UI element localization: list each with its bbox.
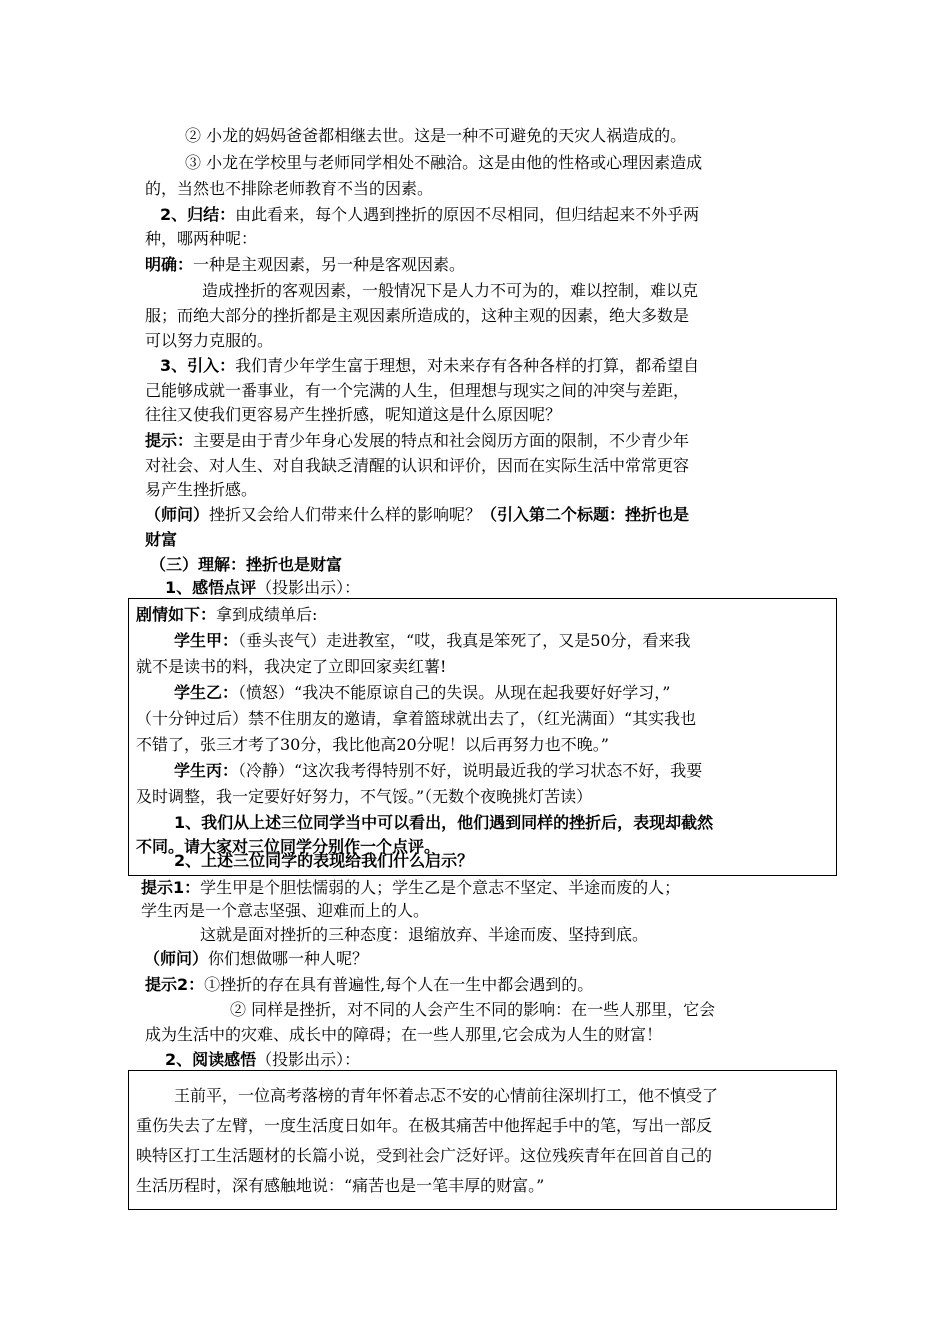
hint-line [145, 430, 689, 452]
student-c-label: 学生丙： [174, 761, 239, 780]
reading-line: 生活历程时，深有感触地说：“痛苦也是一笔丰厚的财富。” [136, 1176, 545, 1195]
plot-label: 剧情如下： [136, 605, 217, 624]
text-line: 己能够成就一番事业，有一个完满的人生，但理想与现实之间的冲突与差距， [145, 381, 690, 400]
clarify-line [145, 254, 465, 276]
intro-text: 我们青少年学生富于理想，对未来存有各种各样的打算，都希望自 [235, 356, 700, 375]
hint-1-label: 提示1： [141, 878, 201, 897]
subsection-heading-2 [165, 1049, 360, 1071]
text-line: 造成挫折的客观因素，一般情况下是人力不可为的，难以控制，难以克 [202, 281, 699, 300]
text-line: ② 小龙的妈妈爸爸都相继去世。这是一种不可避免的天灾人祸造成的。 [185, 126, 687, 145]
plot-text: 拿到成绩单后: [216, 605, 318, 624]
summary-line [160, 204, 699, 226]
student-b-label: 学生乙： [174, 683, 239, 702]
attitudes-line: 这就是面对挫折的三种态度：退缩放弃、半途而废、坚持到底。 [200, 925, 649, 944]
intro-label: 3、引入： [160, 356, 236, 375]
subsection-2-note: （投影出示）： [256, 1050, 361, 1069]
text-line: 及时调整，我一定要好好努力，不气馁。”（无数个夜晚挑灯苦读） [136, 787, 593, 806]
teacher-ask-2-label: （师问） [144, 949, 209, 968]
text-line: 学生丙是一个意志坚强、迎难而上的人。 [141, 901, 430, 920]
text-line: （十分钟过后）禁不住朋友的邀请，拿着篮球就出去了，（红光满面）“其实我也 [136, 709, 697, 728]
text-line: 服；而绝大部分的挫折都是主观因素所造成的，这种主观的因素，绝大多数是 [145, 306, 690, 325]
text-line: 就不是读书的料，我决定了立即回家卖红薯! [136, 657, 447, 676]
student-c-line [174, 760, 702, 782]
subsection-note: （投影出示）： [256, 578, 361, 597]
text-line: 种，哪两种呢： [145, 229, 258, 248]
reading-line: 映特区打工生活题材的长篇小说，受到社会广泛好评。这位残疾青年在回首自己的 [136, 1146, 713, 1165]
plot-line [136, 604, 317, 626]
text-line: 的，当然也不排除老师教育不当的因素。 [145, 179, 434, 198]
summary-label: 2、归结： [160, 205, 236, 224]
question-1-cont: 不同。请大家对三位同学分别作一个点评。 [136, 837, 441, 856]
summary-text: 由此看来，每个人遇到挫折的原因不尽相同，但归结起来不外乎两 [235, 205, 700, 224]
subsection-2-label: 2、阅读感悟 [165, 1050, 257, 1069]
intro-line [160, 355, 699, 377]
hint-2-text: ①挫折的存在具有普遍性,每个人在一生中都会遇到的。 [204, 975, 594, 994]
reading-line: 王前平，一位高考落榜的青年怀着忐忑不安的心情前往深圳打工，他不慎受了 [174, 1086, 719, 1105]
clarify-text: 一种是主观因素，另一种是客观因素。 [193, 255, 466, 274]
text-line: ② 同样是挫折，对不同的人会产生不同的影响：在一些人那里，它会 [230, 1000, 716, 1019]
hint-1-text: 学生甲是个胆怯懦弱的人；学生乙是个意志不坚定、半途而废的人； [200, 878, 681, 897]
student-b-text: （愤怒）“我决不能原谅自己的失误。从现在起我要好好学习，” [238, 683, 671, 702]
next-title-note: （引入第二个标题：挫折也是 [481, 505, 690, 524]
text-line: 不错了，张三才考了30分，我比他高20分呢！以后再努力也不晚。” [136, 735, 609, 754]
text-line: 成为生活中的灾难、成长中的障碍；在一些人那里,它会成为人生的财富！ [145, 1025, 663, 1044]
teacher-ask-label: （师问） [145, 505, 210, 524]
text-line: ③ 小龙在学校里与老师同学相处不融洽。这是由他的性格或心理因素造成 [185, 153, 703, 172]
question-2: 2、上述三位同学的表现给我们什么启示？ [174, 851, 474, 870]
teacher-ask-line [145, 504, 689, 526]
student-c-text: （冷静）“这次我考得特别不好，说明最近我的学习状态不好，我要 [238, 761, 703, 780]
hint-2-line [145, 974, 593, 996]
teacher-ask-2-text: 你们想做哪一种人呢？ [208, 949, 369, 968]
section-heading: （三）理解：挫折也是财富 [150, 555, 343, 574]
question-1: 1、我们从上述三位同学当中可以看出，他们遇到同样的挫折后，表现却截然 [174, 813, 714, 832]
hint-text: 主要是由于青少年身心发展的特点和社会阅历方面的限制，不少青少年 [193, 431, 690, 450]
hint-2-label: 提示2： [145, 975, 205, 994]
subsection-label: 1、感悟点评 [165, 578, 257, 597]
subsection-heading [165, 577, 360, 599]
student-b-line [174, 682, 670, 704]
student-a-text: （垂头丧气）走进教室，“哎，我真是笨死了，又是50分，看来我 [238, 631, 691, 650]
text-line: 易产生挫折感。 [145, 480, 258, 499]
reading-line: 重伤失去了左臂，一度生活度日如年。在极其痛苦中他挥起手中的笔，写出一部反 [136, 1116, 713, 1135]
hint-1-line [141, 877, 680, 899]
teacher-ask-2-line [144, 948, 368, 970]
teacher-ask-text: 挫折又会给人们带来什么样的影响呢？ [209, 505, 482, 524]
text-line: 财富 [145, 530, 178, 549]
text-line: 对社会、对人生、对自我缺乏清醒的认识和评价，因而在实际生活中常常更容 [145, 456, 690, 475]
student-a-line [174, 630, 691, 652]
hint-label: 提示： [145, 431, 194, 450]
student-a-label: 学生甲： [174, 631, 239, 650]
clarify-label: 明确： [145, 255, 194, 274]
text-line: 可以努力克服的。 [145, 331, 274, 350]
text-line: 往往又使我们更容易产生挫折感，呢知道这是什么原因呢？ [145, 405, 562, 424]
